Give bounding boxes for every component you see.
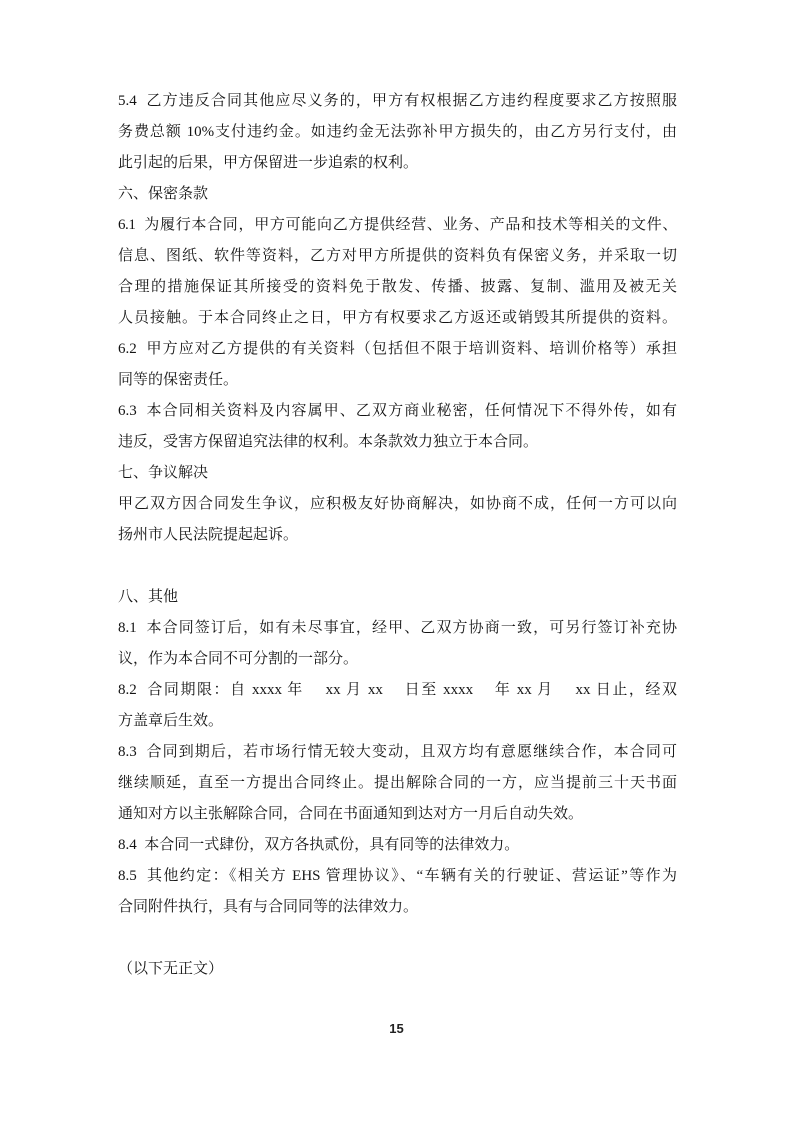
text-line: 6.1 为履行本合同，甲方可能向乙方提供经营、业务、产品和技术等相关的文件、 bbox=[118, 217, 677, 233]
text-line: 5.4 乙方违反合同其他应尽义务的，甲方有权根据乙方违约程度要求乙方按照服 bbox=[118, 93, 677, 109]
text-line: 违反，受害方保留追究法律的权利。本条款效力独立于本合同。 bbox=[118, 434, 539, 450]
text-line: 6.2 甲方应对乙方提供的有关资料（包括但不限于培训资料、培训价格等）承担 bbox=[118, 341, 677, 357]
text-line: 信息、图纸、软件等资料，乙方对甲方所提供的资料负有保密义务，并采取一切 bbox=[118, 248, 677, 264]
document-body bbox=[118, 86, 677, 985]
section-heading: 六、保密条款 bbox=[118, 186, 209, 202]
blank-line bbox=[118, 551, 677, 582]
page-number: 15 bbox=[389, 1021, 404, 1036]
text-line: 合同附件执行，具有与合同同等的法律效力。 bbox=[118, 899, 419, 915]
text-line: 人员接触。于本合同终止之日，甲方有权要求乙方返还或销毁其所提供的资料。 bbox=[118, 310, 677, 326]
section-heading: 七、争议解决 bbox=[118, 465, 209, 481]
text-line: （以下无正文） bbox=[118, 961, 224, 977]
text-line: 同等的保密责任。 bbox=[118, 372, 239, 388]
text-line: 8.1 本合同签订后，如有未尽事宜，经甲、乙双方协商一致，可另行签订补充协 bbox=[118, 620, 677, 636]
text-line: 8.2 合同期限：自 xxxx 年 xx 月 xx 日至 xxxx 年 xx 月 xx 日止，经双 bbox=[118, 682, 677, 698]
text-line: 方盖章后生效。 bbox=[118, 713, 224, 729]
text-line: 8.5 其他约定：《相关方 EHS 管理协议》、“车辆有关的行驶证、营运证”等作为 bbox=[118, 868, 677, 884]
text-line: 务费总额 10%支付违约金。如违约金无法弥补甲方损失的，由乙方另行支付，由 bbox=[118, 124, 677, 140]
text-line: 此引起的后果，甲方保留进一步追索的权利。 bbox=[118, 155, 419, 171]
text-line: 继续顺延，直至一方提出合同终止。提出解除合同的一方，应当提前三十天书面 bbox=[118, 775, 677, 791]
text-line: 8.4 本合同一式肆份，双方各执贰份，具有同等的法律效力。 bbox=[118, 837, 520, 853]
text-line: 扬州市人民法院提起起诉。 bbox=[118, 527, 299, 543]
blank-line bbox=[118, 923, 677, 954]
text-line: 通知对方以主张解除合同，合同在书面通知到达对方一月后自动失效。 bbox=[118, 806, 584, 822]
section-heading: 八、其他 bbox=[118, 589, 179, 605]
text-line: 甲乙双方因合同发生争议，应积极友好协商解决，如协商不成，任何一方可以向 bbox=[118, 496, 677, 512]
text-line: 6.3 本合同相关资料及内容属甲、乙双方商业秘密，任何情况下不得外传，如有 bbox=[118, 403, 677, 419]
text-line: 议，作为本合同不可分割的一部分。 bbox=[118, 651, 359, 667]
text-line: 8.3 合同到期后，若市场行情无较大变动，且双方均有意愿继续合作，本合同可 bbox=[118, 744, 677, 760]
text-line: 合理的措施保证其所接受的资料免于散发、传播、披露、复制、滥用及被无关 bbox=[118, 279, 677, 295]
